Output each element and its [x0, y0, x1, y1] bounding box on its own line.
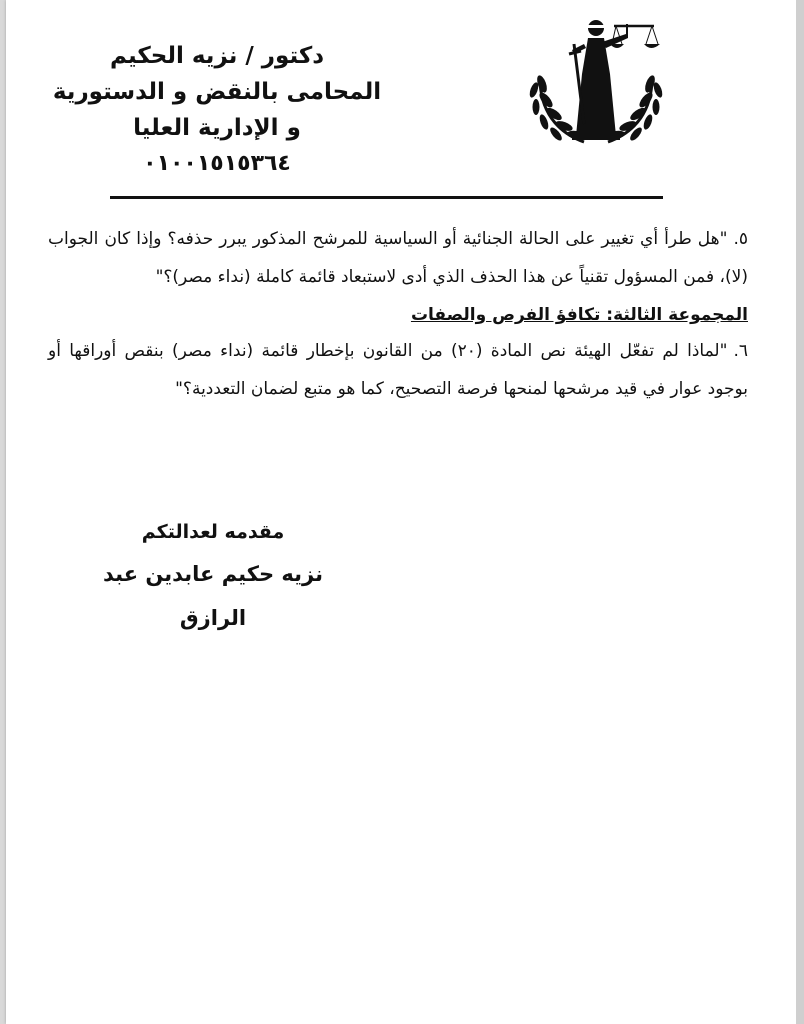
- section-heading: المجموعة الثالثة: تكافؤ الفرص والصفات: [410, 305, 748, 325]
- header-divider: [110, 196, 663, 199]
- submission-title: مقدمه لعدالتكم: [141, 521, 285, 543]
- question-item-5: [48, 220, 748, 296]
- lawyer-title: دكتور / نزيه الحكيم: [109, 43, 325, 69]
- document-page: [6, 0, 796, 1024]
- item-number: ٥.: [733, 229, 748, 249]
- lawyer-courts: و الإدارية العليا: [133, 115, 301, 141]
- item-text: "لماذا لم تفعّل الهيئة نص المادة (٢٠) من القانون بإخطار قائمة (نداء مصر) بنقص أوراقها أو بوجود عوار في قيد مرشحها لمنحها فرصة التصحيح، كما هو متبع لضمان التعددية؟": [48, 341, 748, 399]
- item-text: "هل طرأ أي تغيير على الحالة الجنائية أو السياسية للمرشح المذكور يبرر حذفه؟ وإذا كان الجواب (لا)، فمن المسؤول تقنياً عن هذا الحذف الذي أدى لاستبعاد قائمة كاملة (نداء مصر)؟": [48, 229, 748, 287]
- question-item-6: [48, 332, 748, 408]
- document-body: [48, 220, 748, 408]
- letterhead: [52, 38, 382, 182]
- signatory-name: نزيه حكيم عابدين عبد الرازق: [103, 562, 323, 630]
- item-number: ٦.: [733, 341, 748, 361]
- lady-justice-icon: [526, 14, 666, 154]
- page-edge-shadow: [796, 0, 804, 1024]
- signature-block: [78, 512, 348, 640]
- lawyer-qualification: المحامى بالنقض و الدستورية: [52, 79, 382, 105]
- phone-number: ٠١٠٠١٥١٥٣٦٤: [143, 151, 291, 176]
